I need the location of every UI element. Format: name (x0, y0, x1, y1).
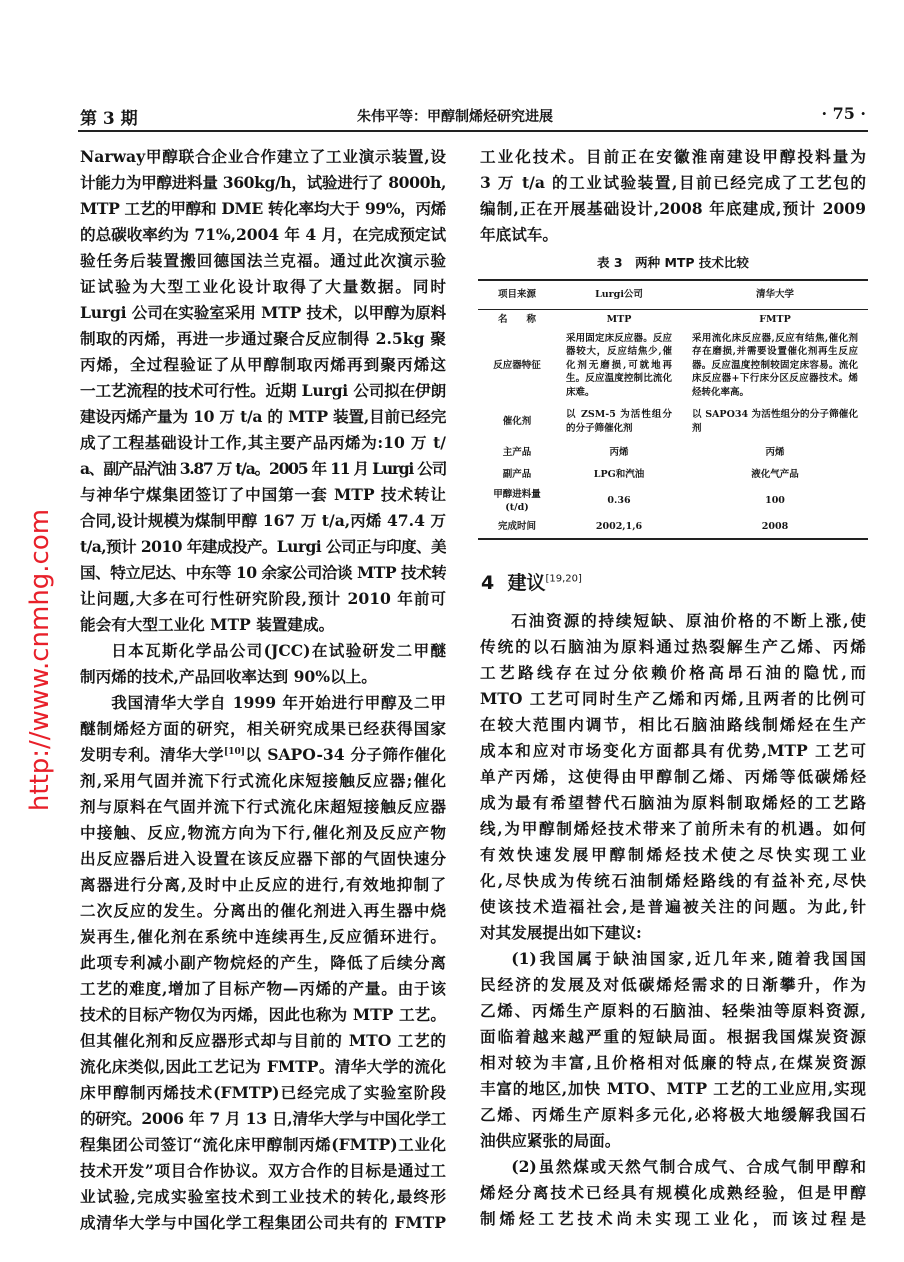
text-line: (2)虽然煤或天然气制合成气、合成气制甲醇和 (511, 1157, 866, 1176)
text-line: 成了工程基础设计工作,其主要产品丙烯为:10 万 t/ (80, 433, 446, 452)
right-column-main (480, 608, 866, 1232)
table-cell: 项目来源 (478, 280, 556, 310)
text-line: 有效快速发展甲醇制烯烃技术使之尽快实现工业 (480, 845, 866, 864)
text-line: 证试验为大型工业化设计取得了大量数据。同时 (80, 277, 446, 296)
text-line: 工业化技术。目前正在安徽淮南建设甲醇投料量为 (480, 147, 866, 166)
text-line: 丙烯，全过程验证了从甲醇制取丙烯再到聚丙烯这 (80, 355, 446, 374)
text-line: 乙烯、丙烯生产原料的石脑油、轻柴油等原料资源, (480, 1001, 866, 1020)
text-line: 与神华宁煤集团签订了中国第一套 MTP 技术转让 (80, 485, 446, 504)
text-line: 此项专利减小副产物烷烃的产生，降低了后续分离 (80, 953, 446, 972)
text-line: 线,为甲醇制烯烃技术带来了前所未有的机遇。如何 (480, 819, 866, 838)
text-line: 能会有大型工业化 MTP 装置建成。 (80, 615, 335, 634)
left-column (80, 144, 446, 1236)
text-line: 建设丙烯产量为 10 万 t/a 的 MTP 装置,目前已经完 (80, 407, 446, 426)
paragraph (480, 1154, 866, 1232)
text-line: 发明专利。清华大学[10]以 SAPO-34 分子筛作催化 (80, 745, 446, 764)
table-row (478, 517, 868, 539)
page-number: · 75 · (821, 104, 866, 123)
text-line: 传统的以石脑油为原料通过热裂解生产乙烯、丙烯 (480, 637, 866, 656)
text-line: 石油资源的持续短缺、原油价格的不断上涨,使 (511, 611, 866, 630)
text-line: 技术开发”项目合作协议。双方合作的目标是通过工 (80, 1161, 446, 1180)
table-header-row (478, 280, 868, 310)
paragraph (480, 946, 866, 1154)
table-row (478, 464, 868, 486)
text-line: 单产丙烯，这使得由甲醇制乙烯、丙烯等低碳烯烃 (480, 767, 866, 786)
text-line: 验任务后装置搬回德国法兰克福。通过此次演示验 (80, 251, 446, 270)
text-line: 国、特立尼达、中东等 10 余家公司洽谈 MTP 技术转 (80, 563, 446, 582)
table-cell: 2008 (682, 517, 868, 539)
text-line: 3 万 t/a 的工业试验装置,目前已经完成了工艺包的 (480, 173, 866, 192)
table-cell: 名 称 (497, 314, 536, 325)
text-line: 醚制烯烃方面的研究，相关研究成果已经获得国家 (80, 719, 446, 738)
table-cell: 以 SAPO34 为活性组分的分子筛催化剂 (692, 409, 858, 434)
table-row (478, 486, 868, 517)
header-rule (78, 130, 868, 132)
text-line: 油供应紧张的局面。 (480, 1131, 621, 1150)
table-cell: 液化气产品 (751, 468, 799, 480)
text-line: 计能力为甲醇进料量 360kg/h，试验进行了 8000h, (80, 173, 446, 192)
text-line: 一工艺流程的技术可行性。近期 Lurgi 公司拟在伊朗 (80, 381, 446, 400)
table-cell: 0.36 (607, 495, 631, 507)
text-line: a、副产品汽油 3.87 万 t/a。2005 年 11 月 Lurgi 公司 (80, 459, 446, 478)
text-line: 相对较为丰富,且价格相对低廉的特点,在煤炭资源 (480, 1053, 866, 1072)
text-line: 烯烃分离技术已经具有规模化成熟经验，但是甲醇 (480, 1183, 866, 1202)
text-line: 制丙烯的技术,产品回收率达到 90%以上。 (80, 667, 377, 686)
section-refs: [19,20] (545, 573, 582, 585)
text-line: 成为最有希望替代石脑油为原料制取烯烃的工艺路 (480, 793, 866, 812)
table-cell: 反应器特征 (493, 359, 541, 371)
text-line: 乙烯、丙烯生产原料多元化,必将极大地缓解我国石 (480, 1105, 866, 1124)
journal-issue: 第 3 期 (80, 109, 138, 129)
table-caption: 表 3 两种 MTP 技术比较 (597, 255, 749, 270)
table-cell: LPG和汽油 (593, 468, 645, 480)
paragraph (480, 608, 866, 946)
text-line: t/a,预计 2010 年建成投产。Lurgi 公司正与印度、美 (80, 537, 446, 556)
paragraph (80, 690, 446, 1236)
paragraph (80, 638, 446, 690)
text-line: 的研究。2006 年 7 月 13 日,清华大学与中国化学工 (80, 1109, 446, 1128)
text-line: 年底试车。 (480, 225, 558, 244)
text-line: Lurgi 公司在实验室采用 MTP 技术，以甲醇为原料 (80, 303, 446, 322)
table-cell: 清华大学 (682, 280, 868, 310)
text-line: 化,尽快成为传统石油制烯烃路线的有益补充,尽快 (480, 871, 866, 890)
text-line: 日本瓦斯化学品公司(JCC)在试验研发二甲醚 (111, 641, 446, 660)
text-line: 在较大范围内调节，相比石脑油路线制烯烃在生产 (480, 715, 866, 734)
text-line: 成本和应对市场变化方面都具有优势,MTP 工艺可 (480, 741, 866, 760)
text-line: 剂,采用气固并流下行式流化床短接触反应器;催化 (80, 771, 446, 790)
table-row (478, 310, 868, 330)
text-line: 成清华大学与中国化学工程集团公司共有的 FMTP (80, 1213, 446, 1232)
text-line: MTO 工艺可同时生产乙烯和丙烯,且两者的比例可 (480, 689, 866, 708)
text-line: 制烯烃工艺技术尚未实现工业化，而该过程是 (480, 1209, 866, 1228)
text-line: 我国清华大学自 1999 年开始进行甲醇及二甲 (111, 693, 446, 712)
text-line: (1)我国属于缺油国家,近几年来,随着我国国 (511, 949, 866, 968)
comparison-table (478, 279, 868, 540)
text-line: Narway甲醇联合企业合作建立了工业演示装置,设 (80, 147, 446, 166)
text-line: 剂与原料在气固并流下行式流化床超短接触反应器 (80, 797, 446, 816)
text-line: 使该技术造福社会,是普遍被关注的问题。为此,针 (480, 897, 866, 916)
text-line: 制取的丙烯，再进一步通过聚合反应制得 2.5kg 聚 (80, 329, 446, 348)
text-line: 丰富的地区,加快 MTO、MTP 工艺的工业应用,实现 (480, 1079, 866, 1098)
table-cell: 甲醇进料量(t/d) (493, 488, 541, 513)
text-line: 技术的目标产物仅为丙烯，因此也称为 MTP 工艺。 (80, 1005, 446, 1024)
text-line: 但其催化剂和反应器形式却与目前的 MTO 工艺的 (80, 1031, 446, 1050)
text-line: 炭再生,催化剂在系统中连续再生,反应循环进行。 (80, 927, 446, 946)
text-line: 工艺路线存在过分依赖价格高昂石油的隐忧,而 (480, 663, 866, 682)
section-heading (481, 570, 582, 596)
text-line: 的总碳收率约为 71%,2004 年 4 月，在完成预定试 (80, 225, 446, 244)
table-cell: 100 (765, 495, 785, 507)
table-cell: 丙烯 (609, 446, 629, 458)
text-line: 对其发展提出如下建议: (480, 923, 642, 942)
text-line: 中接触、反应,物流方向为下行,催化剂及反应产物 (80, 823, 446, 842)
text-line: 二次反应的发生。分离出的催化剂进入再生器中烧 (80, 901, 446, 920)
text-line: 流化床类似,因此工艺记为 FMTP。清华大学的流化 (80, 1057, 446, 1076)
text-line: MTP 工艺的甲醇和 DME 转化率均大于 99%，丙烯 (80, 199, 446, 218)
text-line: 让问题,大多在可行性研究阶段,预计 2010 年前可 (80, 589, 446, 608)
paragraph (480, 144, 866, 248)
text-line: 面临着越来越严重的短缺局面。根据我国煤炭资源 (480, 1027, 866, 1046)
text-line: 离器进行分离,及时中止反应的进行,有效地抑制了 (80, 875, 446, 894)
section-number: 4 (481, 572, 495, 594)
table-cell: 副产品 (502, 468, 532, 480)
section-title: 建议 (507, 572, 546, 594)
table-cell: 丙烯 (765, 446, 785, 458)
text-line: 业试验,完成实验室技术到工业技术的转化,最终形 (80, 1187, 446, 1206)
table-cell: 采用固定床反应器。反应器较大，反应结焦少,催化剂无磨损,可就地再生。反应温度控制比流化床难。 (566, 332, 672, 398)
running-title: 朱伟平等：甲醇制烯烃研究进展 (357, 109, 553, 125)
table-cell: Lurgi公司 (556, 280, 682, 310)
text-line: 编制,正在开展基础设计,2008 年底建成,预计 2009 (480, 199, 866, 218)
text-line: 民经济的发展及对低碳烯烃需求的日渐攀升，作为 (480, 975, 866, 994)
table-cell: 催化剂 (502, 415, 532, 427)
text-line: 出反应器后进入设置在该反应器下部的气固快速分 (80, 849, 446, 868)
table-cell: 以 ZSM-5 为活性组分的分子筛催化剂 (566, 409, 672, 434)
table-cell: 采用流化床反应器,反应有结焦,催化剂存在磨损,并需要设置催化剂再生反应器。反应温度控制较固定床容易。流化床反应器+下行床分区反应器技术。烯烃转化率高。 (692, 332, 858, 398)
table-row (478, 402, 868, 442)
table-cell: 完成时间 (478, 517, 556, 539)
paragraph (80, 144, 446, 638)
table-cell: MTP (606, 314, 632, 325)
table-cell: FMTP (759, 314, 791, 325)
table-row (478, 330, 868, 402)
table-cell: 主产品 (502, 446, 532, 458)
right-column-top (480, 144, 866, 248)
text-line: 程集团公司签订“流化床甲醇制丙烯(FMTP)工业化 (80, 1135, 446, 1154)
text-line: 床甲醇制丙烯技术(FMTP)已经完成了实验室阶段 (80, 1083, 446, 1102)
watermark: http://www.cnmhg.com (25, 508, 55, 812)
text-line: 合同,设计规模为煤制甲醇 167 万 t/a,丙烯 47.4 万 (80, 511, 446, 530)
table-cell: 2002,1,6 (556, 517, 682, 539)
text-line: 工艺的难度,增加了目标产物—丙烯的产量。由于该 (80, 979, 446, 998)
table-row (478, 442, 868, 464)
